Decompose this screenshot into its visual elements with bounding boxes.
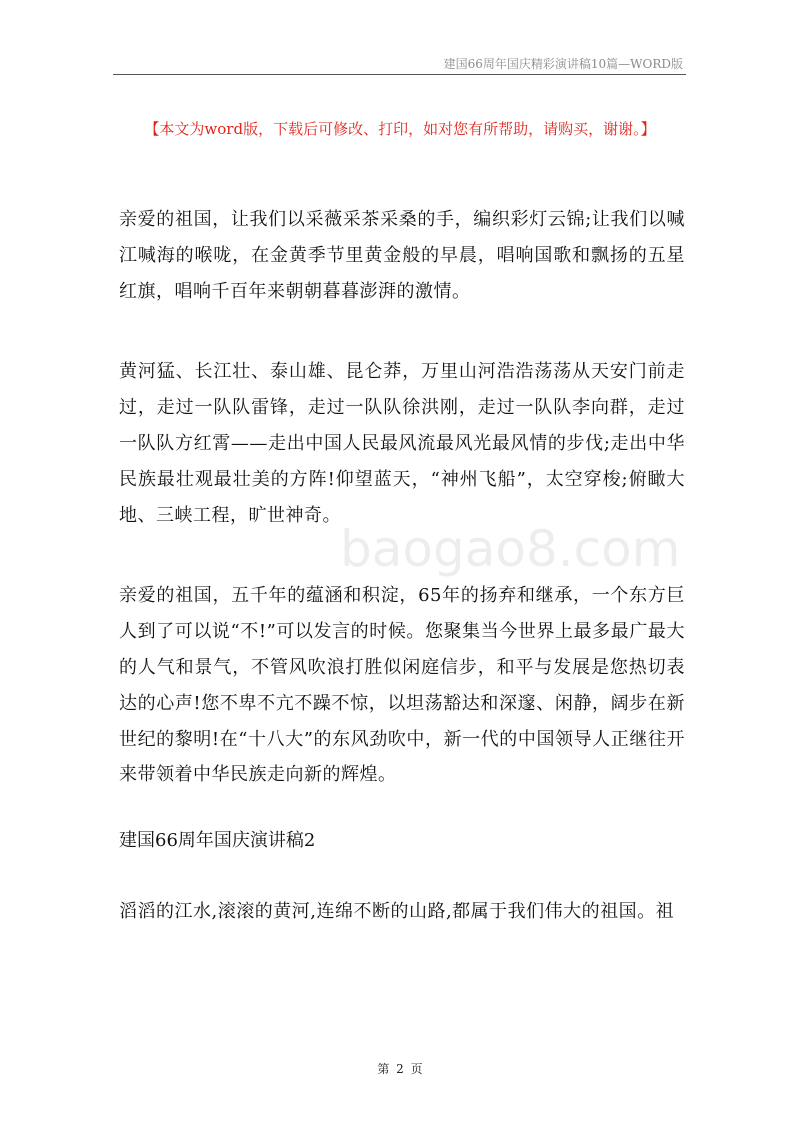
purchase-notice: 【本文为word版，下载后可修改、打印，如对您有所帮助，请购买，谢谢。】 — [144, 120, 656, 138]
paragraph-1: 亲爱的祖国，让我们以采薇采茶采桑的手，编织彩灯云锦;让我们以喊江喊海的喉咙，在金黄季节里黄金般的早晨，唱响国歌和飘扬的五星红旗，唱响千百年来朝朝暮暮澎湃的激情。 — [119, 209, 685, 302]
watermark: baogao8.com — [340, 520, 681, 578]
document-body — [119, 202, 685, 930]
document-header-title: 建国66周年国庆精彩演讲稿10篇—WORD版 — [443, 57, 683, 71]
section-heading: 建国66周年国庆演讲稿2 — [119, 830, 316, 852]
page-number: 第 2 页 — [377, 1062, 423, 1076]
paragraph-3: 亲爱的祖国，五千年的蕴涵和积淀，65年的扬弃和继承，一个东方巨人到了可以说“不!”可以发言的时候。您聚集当今世界上最多最广最大的人气和景气，不管风吹浪打胜似闲庭信步，和平与发展是您热切表达的心声!您不卑不亢不躁不惊，以坦荡豁达和深邃、闲静，阔步在新世纪的黎明!在“十八大”的东风劲吹中，新一代的中国领导人正继往开来带领着中华民族走向新的辉煌。 — [119, 585, 685, 786]
paragraph-2: 黄河猛、长江壮、泰山雄、昆仑莽，万里山河浩浩荡荡从天安门前走过，走过一队队雷锋，走过一队队徐洪刚，走过一队队李向群，走过一队队方红霄——走出中国人民最风流最风光最风情的步伐;走出中华民族最壮观最壮美的方阵!仰望蓝天，“神州飞船”，太空穿梭;俯瞰大地、三峡工程，旷世神奇。 — [119, 361, 685, 526]
header-divider — [113, 74, 686, 75]
paragraph-4: 滔滔的江水,滚滚的黄河,连绵不断的山路,都属于我们伟大的祖国。祖 — [119, 901, 675, 923]
